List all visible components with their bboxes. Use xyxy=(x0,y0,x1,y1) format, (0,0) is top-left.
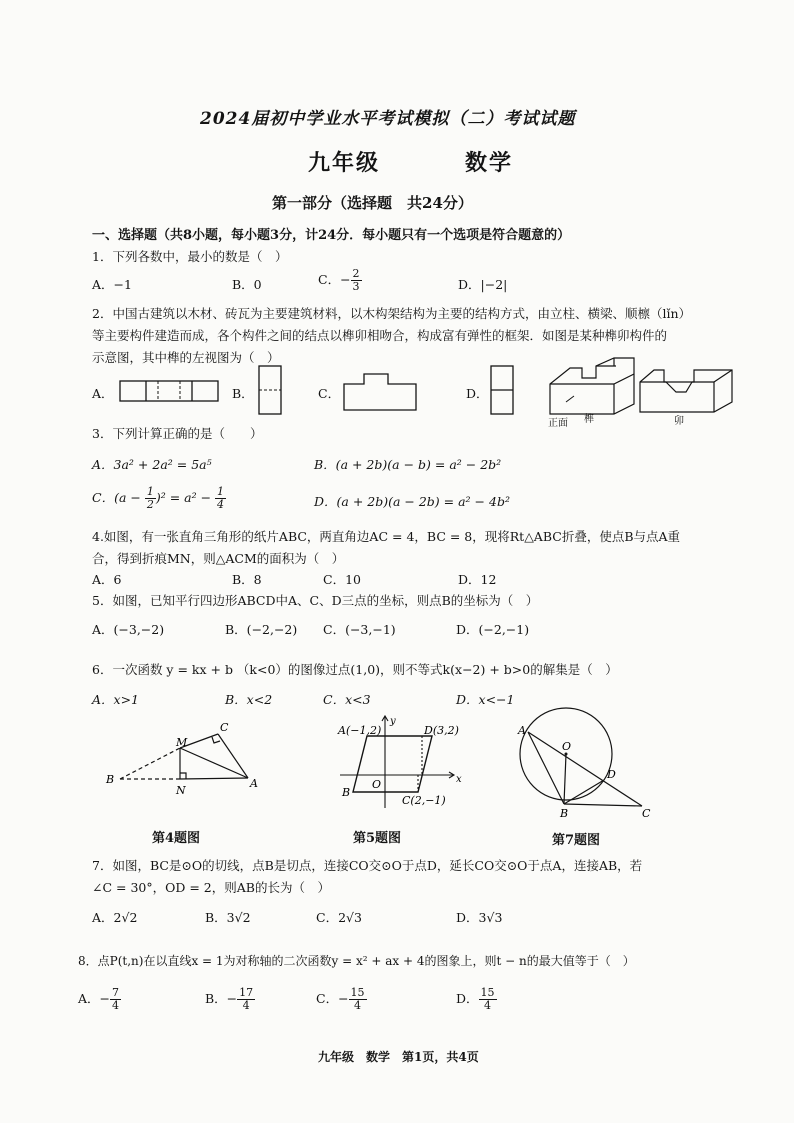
fig5-axis-x: x xyxy=(456,774,462,785)
fig5-label-c: C(2,−1) xyxy=(402,794,446,807)
q3-option-a: A．3a² + 2a² = 5a⁵ xyxy=(92,457,212,472)
q5-option-d: D．(−2,−1) xyxy=(456,622,530,637)
page-footer: 九年级 数学 第1页，共4页 xyxy=(318,1050,479,1064)
figure-4 xyxy=(100,716,260,806)
q2-option-c-figure xyxy=(340,370,420,414)
q2-line3: 示意图，其中榫的左视图为（ ） xyxy=(92,350,280,365)
q7-option-b: B．3√2 xyxy=(205,910,251,925)
fig5-axis-y: y xyxy=(390,716,396,727)
figure-5 xyxy=(336,712,466,812)
exam-title: 2024届初中学业水平考试模拟（二）考试试题 xyxy=(200,109,576,129)
q8-option-a: A．− $\frac{7}{4}$ xyxy=(78,986,120,1012)
q2-line2: 等主要构件建造而成，各个构件之间的结点以榫卯相吻合，构成富有弹性的框架．如图是某种榫卯构件的 xyxy=(92,328,668,343)
grade-label: 九年级 xyxy=(308,150,381,176)
figure-5-caption: 第5题图 xyxy=(353,831,402,846)
q3-option-b: B．(a + 2b)(a − b) = a² − 2b² xyxy=(314,457,502,472)
q1-option-c: C．− $\frac{2}{3}$ xyxy=(318,267,360,293)
q1-stem: 1．下列各数中，最小的数是（ ） xyxy=(92,249,288,264)
fig7-label-d: D xyxy=(607,768,616,781)
fig7-label-o: O xyxy=(562,740,572,753)
q8-option-b: B．− $\frac{17}{4}$ xyxy=(205,986,254,1012)
fig4-label-m: M xyxy=(176,736,188,749)
q4-option-d: D．12 xyxy=(458,572,497,587)
fig5-label-b: B xyxy=(342,786,351,799)
fig4-label-b: B xyxy=(106,773,115,786)
fig7-label-a: A xyxy=(518,724,526,737)
q5-option-c: C．(−3,−1) xyxy=(323,622,396,637)
q6-option-d: D．x<−1 xyxy=(456,692,515,707)
part-heading: 第一部分（选择题 共24分） xyxy=(272,194,473,212)
q1-option-a: A．−1 xyxy=(92,277,132,292)
fig-label-mortise: 卯 xyxy=(674,416,684,427)
q2-option-d-label: D． xyxy=(466,386,489,401)
q5-stem: 5．如图，已知平行四边形ABCD中A、C、D三点的坐标，则点B的坐标为（ ） xyxy=(92,593,539,608)
q5-option-b: B．(−2,−2) xyxy=(225,622,298,637)
q6-stem: 6．一次函数 y = kx + b （k<0）的图像过点(1,0)，则不等式k(x−2) + b>0的解集是（ ） xyxy=(92,662,618,677)
figure-7 xyxy=(508,706,658,820)
q2-option-d-figure xyxy=(488,364,518,418)
q1-option-b: B．0 xyxy=(232,277,262,292)
figure-7-caption: 第7题图 xyxy=(552,833,601,848)
q8-stem: 8．点P(t,n)在以直线x = 1为对称轴的二次函数y = x² + ax + 4的图象上，则t − n的最大值等于（ ） xyxy=(78,954,635,968)
fig5-label-a: A(−1,2) xyxy=(338,724,382,737)
q5-option-a: A．(−3,−2) xyxy=(92,622,165,637)
q7-option-c: C．2√3 xyxy=(316,910,362,925)
q4-line2: 合，得到折痕MN，则△ACM的面积为（ ） xyxy=(92,551,345,566)
fig7-label-b: B xyxy=(560,807,569,820)
fig5-label-d: D(3,2) xyxy=(424,724,459,737)
fig7-label-c: C xyxy=(642,807,651,820)
fig4-label-n: N xyxy=(176,784,186,797)
q1-option-d: D．|−2| xyxy=(458,277,508,292)
fig-label-tenon: 榫 xyxy=(584,414,594,425)
q4-option-a: A．6 xyxy=(92,572,122,587)
q6-option-b: B．x<2 xyxy=(225,692,273,707)
q2-option-b-figure xyxy=(256,364,286,418)
q2-option-c-label: C． xyxy=(318,386,341,401)
q2-option-b-label: B． xyxy=(232,386,254,401)
q2-option-a-figure xyxy=(118,378,222,404)
q2-line1: 2．中国古建筑以木材、砖瓦为主要建筑材料，以木构架结构为主要的结构方式，由立柱、横梁、顺檩（lǐn） xyxy=(92,306,692,321)
q6-option-c: C．x<3 xyxy=(323,692,371,707)
q3-stem: 3．下列计算正确的是（ ） xyxy=(92,426,263,441)
subject-label: 数学 xyxy=(465,150,514,176)
section-heading: 一、选择题（共8小题，每小题3分，计24分．每小题只有一个选项是符合题意的） xyxy=(92,228,571,243)
q7-option-a: A．2√2 xyxy=(92,910,138,925)
fig4-label-a: A xyxy=(250,777,258,790)
q4-option-b: B．8 xyxy=(232,572,262,587)
q2-tenon-mortise-illustration xyxy=(544,356,740,430)
fig4-label-c: C xyxy=(220,721,229,734)
fig-label-front: 正面 xyxy=(548,418,568,429)
q8-option-d: D． $\frac{15}{4}$ xyxy=(456,986,495,1012)
q6-option-a: A．x>1 xyxy=(92,692,140,707)
q4-line1: 4.如图，有一张直角三角形的纸片ABC，两直角边AC = 4，BC = 8，现将Rt△ABC折叠，使点B与点A重 xyxy=(92,529,681,544)
q3-option-d: D．(a + 2b)(a − 2b) = a² − 4b² xyxy=(314,494,510,509)
q7-line2: ∠C = 30°，OD = 2，则AB的长为（ ） xyxy=(92,880,330,895)
q7-option-d: D．3√3 xyxy=(456,910,503,925)
fig5-label-o: O xyxy=(372,778,382,791)
q3-option-c: C．(a − $\frac{1}{2}$ )² = a² − $\frac{1}{4}$ xyxy=(92,485,225,511)
q8-option-c: C．− $\frac{15}{4}$ xyxy=(316,986,365,1012)
q7-line1: 7．如图，BC是⊙O的切线，点B是切点，连接CO交⊙O于点D，延长CO交⊙O于点A，连接AB，若 xyxy=(92,858,643,873)
q2-option-a-label: A． xyxy=(92,386,114,401)
figure-4-caption: 第4题图 xyxy=(152,831,201,846)
q4-option-c: C．10 xyxy=(323,572,361,587)
